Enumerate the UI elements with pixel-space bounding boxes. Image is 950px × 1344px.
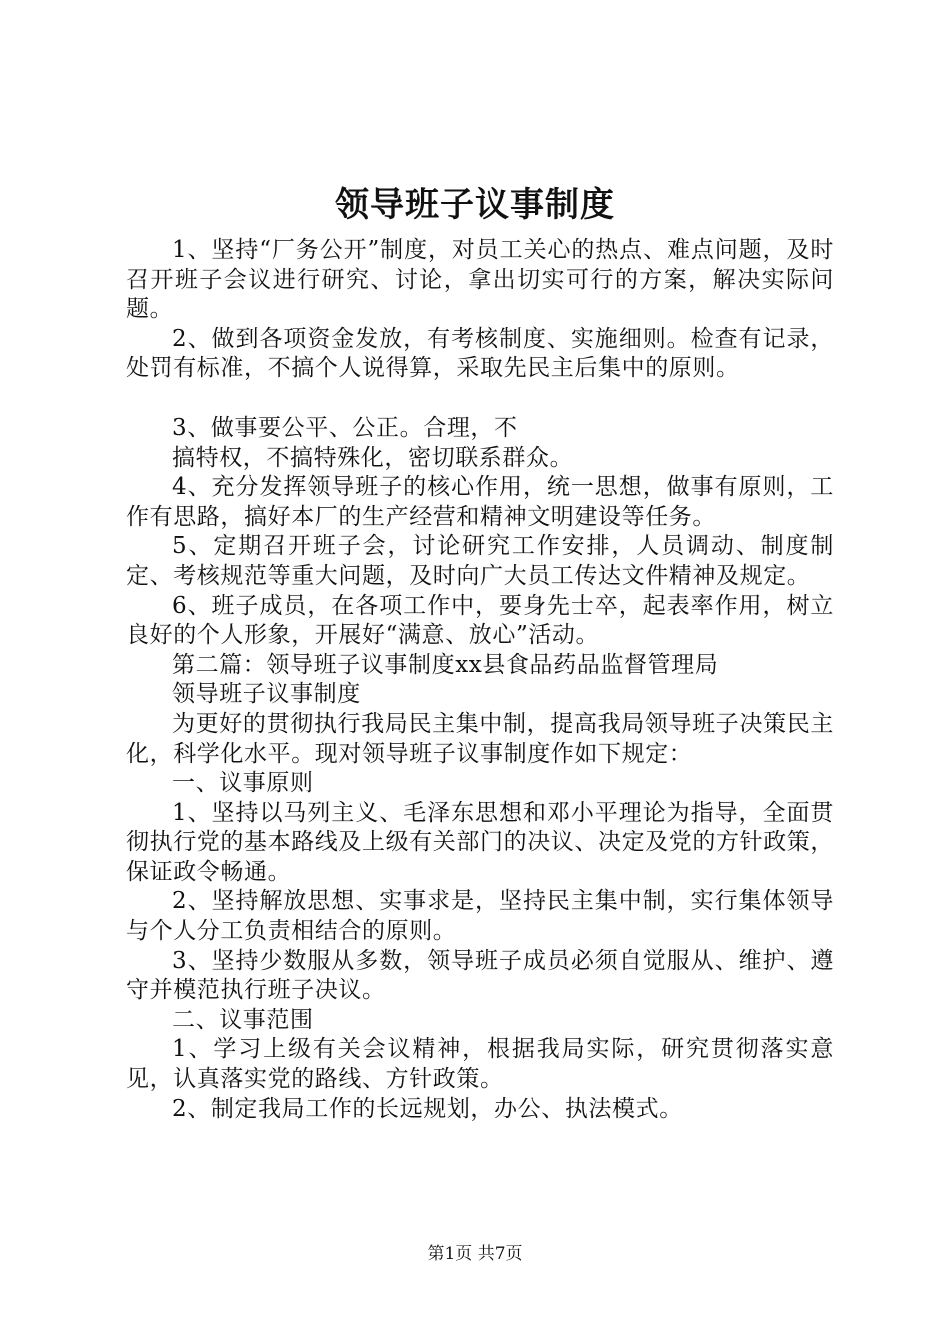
paragraph: 2、做到各项资金发放，有考核制度、实施细则。检查有记录，处罚有标准，不搞个人说得算，采取先民主后集中的原则。 (126, 325, 834, 382)
paragraph: 2、坚持解放思想、实事求是，坚持民主集中制，实行集体领导与个人分工负责相结合的原则。 (126, 888, 834, 945)
document-body (126, 236, 834, 1124)
paragraph: 1、学习上级有关会议精神，根据我局实际，研究贯彻落实意见，认真落实党的路线、方针政策。 (126, 1036, 834, 1093)
paragraph: 搞特权，不搞特殊化，密切联系群众。 (172, 444, 574, 471)
section-heading: 一、议事原则 (172, 770, 314, 797)
section-heading: 二、议事范围 (172, 1006, 314, 1033)
section-heading: 领导班子议事制度 (172, 681, 361, 708)
paragraph: 2、制定我局工作的长远规划，办公、执法模式。 (172, 1095, 683, 1122)
paragraph: 5、定期召开班子会，讨论研究工作安排，人员调动、制度制定、考核规范等重大问题，及时向广大员工传达文件精神及规定。 (126, 533, 834, 589)
paragraph: 3、做事要公平、公正。合理，不 (172, 414, 518, 441)
paragraph: 3、坚持少数服从多数，领导班子成员必须自觉服从、维护、遵守并模范执行班子决议。 (126, 947, 834, 1004)
document-title: 领导班子议事制度 (335, 185, 615, 225)
page-number: 第1页 共7页 (427, 1244, 523, 1264)
paragraph: 6、班子成员，在各项工作中，要身先士卒，起表率作用，树立良好的个人形象，开展好“满意、放心”活动。 (126, 592, 834, 649)
paragraph: 1、坚持“厂务公开”制度，对员工关心的热点、难点问题，及时召开班子会议进行研究、讨论，拿出切实可行的方案，解决实际问题。 (126, 237, 834, 323)
paragraph: 为更好的贯彻执行我局民主集中制，提高我局领导班子决策民主化，科学化水平。现对领导班子议事制度作如下规定： (126, 710, 834, 767)
paragraph: 1、坚持以马列主义、毛泽东思想和邓小平理论为指导，全面贯彻执行党的基本路线及上级有关部门的决议、决定及党的方针政策，保证政令畅通。 (126, 799, 834, 885)
section-heading: 第二篇：领导班子议事制度xx县食品药品监督管理局 (172, 651, 719, 678)
paragraph: 4、充分发挥领导班子的核心作用，统一思想，做事有原则，工作有思路，搞好本厂的生产经营和精神文明建设等任务。 (126, 474, 834, 530)
